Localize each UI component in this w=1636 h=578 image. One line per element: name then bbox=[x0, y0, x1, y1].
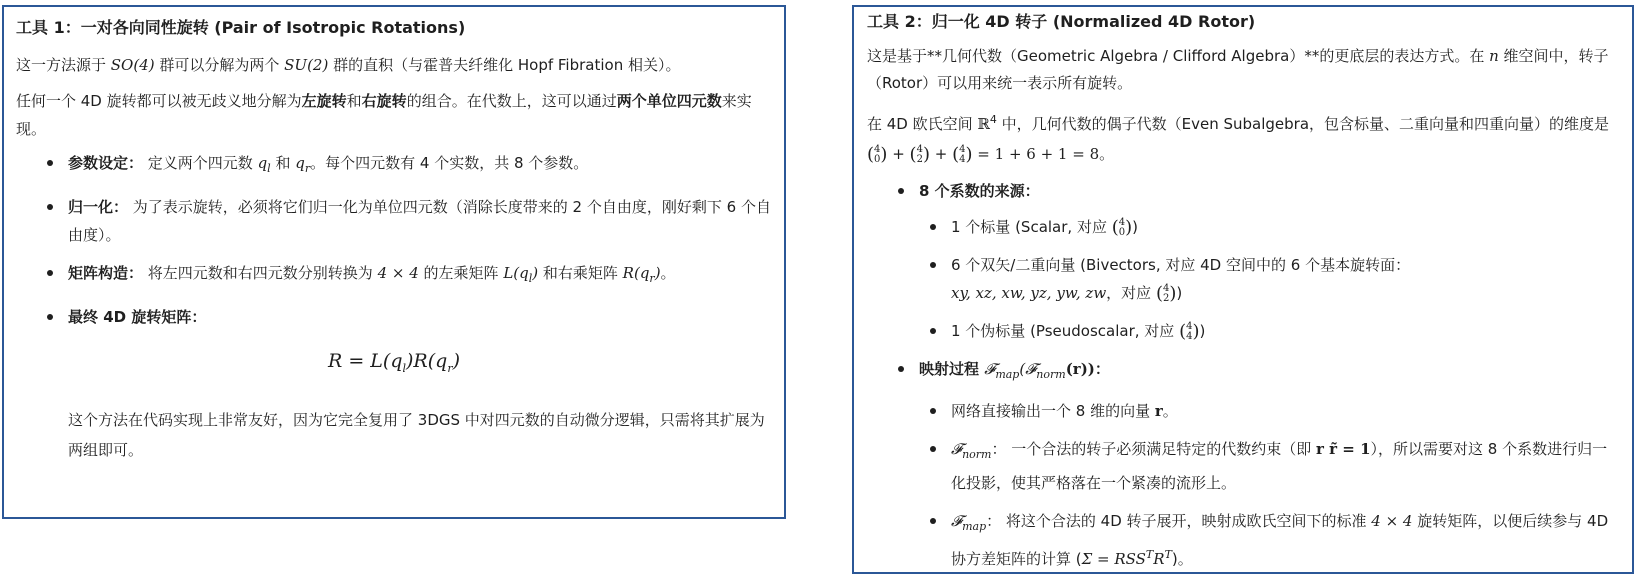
so4-math: SO(4) bbox=[110, 56, 155, 74]
tool1-panel bbox=[2, 5, 786, 519]
list-item-final-matrix: 最终 4D 旋转矩阵： bbox=[68, 303, 772, 331]
tool2-intro-paragraph: 这是基于**几何代数（Geometric Algebra / Clifford Algebra）**的更底层的表达方式。在 n 维空间中，转子（Rotor）可以用来统一表示所有旋转。 bbox=[867, 47, 1609, 92]
list-item-coefficient-source: 8 个系数的来源： 1 个标量 (Scalar, 对应 (4 0)) 6 个双矢/二重向量 (Bivectors, 对应 4D 空间中的 6 个基本旋转面： xy, xz, xw, yz, yw, zw，对应 (4 2)) 1 个伪标量 (Pseudoscalar, 对应 (4 4)) bbox=[919, 177, 1619, 345]
list-item-f-map: 𝓕$_{map}$： 将这个合法的 4D 转子展开，映射成欧氏空间下的标准 4 × 4 旋转矩阵，以便后续参与 4D 协方差矩阵的计算 $(\Sigma = RSS^TR^T)$。 bbox=[951, 507, 1619, 573]
tool2-title: 工具 2：归一化 4D 转子 (Normalized 4D Rotor) bbox=[867, 12, 1256, 31]
list-item-f-norm: 𝓕$_{norm}$： 一个合法的转子必须满足特定的代数约束（即 r r̃ = 1），所以需要对这 8 个系数进行归一化投影，使其严格落在一个紧凑的流形上。 bbox=[951, 435, 1619, 497]
su2-math: SU(2) bbox=[284, 56, 329, 74]
binom-4-4: (4 4) bbox=[952, 143, 973, 165]
tool2-panel bbox=[852, 5, 1634, 574]
tool1-title: 工具 1：一对各向同性旋转 (Pair of Isotropic Rotations) bbox=[16, 18, 466, 37]
binom-4-2: (4 2) bbox=[909, 143, 930, 165]
tool2-list bbox=[867, 177, 1619, 573]
tool1-intro-paragraph: 这一方法源于 SO(4) 群可以分解为两个 SU(2) 群的直积（与霍普夫纤维化 Hopf Fibration 相关）。 bbox=[16, 56, 681, 74]
list-item-params: 参数设定： 定义两个四元数 $q_l$ 和 $q_r$。每个四元数有 4 个实数，共 8 个参数。 bbox=[68, 149, 772, 183]
tool1-tail-paragraph: 这个方法在代码实现上非常友好，因为它完全复用了 3DGS 中对四元数的自动微分逻辑，只需将其扩展为两组即可。 bbox=[68, 410, 765, 459]
binom-4-0: (4 0) bbox=[867, 143, 888, 165]
list-item-mapping-process: 映射过程 𝓕$_{map}$(𝓕$_{norm}$(r))： 网络直接输出一个 8 维的向量 r。 𝓕$_{norm}$： 一个合法的转子必须满足特定的代数约束（即 r r̃ = 1），所以需要对这 8 个系数进行归一化投影，使其严格落在一个紧凑的流形上。 𝓕$_{map}$： 将这个合法的 4D 转子展开，映射成欧氏空间下的标准 4 × 4 旋转矩阵，以便后续参与 4D 协方差矩阵的计算 $(\Sigma = RSS^TR^T)$。 bbox=[919, 355, 1619, 573]
binom-4-2-bivector: (4 2) bbox=[1155, 282, 1177, 304]
mapping-sublist bbox=[919, 397, 1619, 573]
binom-4-4-pseudoscalar: (4 4) bbox=[1179, 320, 1200, 342]
list-item-network-output: 网络直接输出一个 8 维的向量 r。 bbox=[951, 397, 1619, 425]
list-item-matrix-construction: 矩阵构造： 将左四元数和右四元数分别转换为 4 × 4 的左乘矩阵 $L(q_l)$ 和右乘矩阵 $R(q_r)$。 bbox=[68, 259, 772, 293]
list-item-normalization: 归一化： 为了表示旋转，必须将它们归一化为单位四元数（消除长度带来的 2 个自由度，刚好剩下 6 个自由度）。 bbox=[68, 193, 772, 249]
tool1-decomposition-paragraph: 任何一个 4D 旋转都可以被无歧义地分解为左旋转和右旋转的组合。在代数上，这可以通过两个单位四元数来实现。 bbox=[16, 92, 752, 138]
list-item-bivectors: 6 个双矢/二重向量 (Bivectors, 对应 4D 空间中的 6 个基本旋转面： xy, xz, xw, yz, yw, zw，对应 (4 2)) bbox=[951, 251, 1619, 307]
tool2-dimension-paragraph: 在 4D 欧氏空间 ℝ$^4$ 中，几何代数的偶子代数（Even Subalgebra，包含标量、二重向量和四重向量）的维度是 (4 0) + (4 2) + (4 4) = 1 + 6 + 1 = 8。 bbox=[867, 113, 1610, 165]
list-item-pseudoscalar: 1 个伪标量 (Pseudoscalar, 对应 (4 4)) bbox=[951, 317, 1619, 345]
list-item-scalar: 1 个标量 (Scalar, 对应 (4 0)) bbox=[951, 213, 1619, 241]
binom-4-0-scalar: (4 0) bbox=[1111, 216, 1133, 238]
coefficient-sublist bbox=[919, 213, 1619, 345]
tool1-list bbox=[16, 149, 772, 331]
rotation-formula: $R = L(q_l)R(q_r)$ bbox=[327, 350, 460, 375]
